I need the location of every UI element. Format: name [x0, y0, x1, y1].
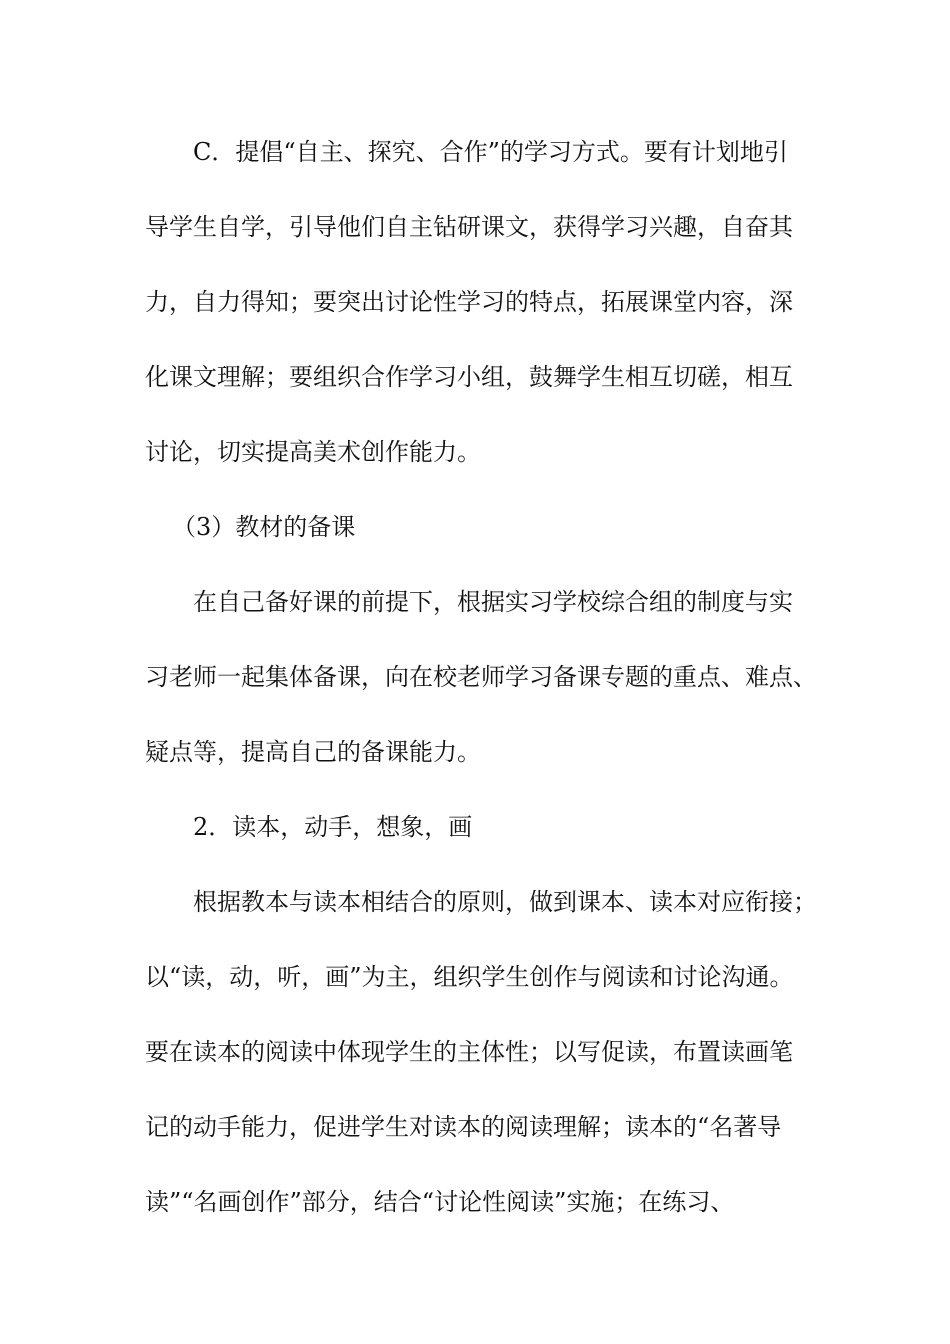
- section-heading-3: （3）教材的备课: [172, 513, 356, 541]
- paragraph-reading-line-3: 要在读本的阅读中体现学生的主体性；以写促读，布置读画笔: [145, 1038, 793, 1066]
- paragraph-prep-line-1: 在自己备好课的前提下，根据实习学校综合组的制度与实: [193, 588, 793, 616]
- section-heading-2: 2．读本，动手，想象，画: [193, 813, 473, 841]
- paragraph-c-line-1: C．提倡“自主、探究、合作”的学习方式。要有计划地引: [193, 138, 788, 166]
- paragraph-c-line-2: 导学生自学，引导他们自主钻研课文，获得学习兴趣，自奋其: [145, 213, 793, 241]
- paragraph-c-line-3: 力，自力得知；要突出讨论性学习的特点，拓展课堂内容，深: [145, 288, 793, 316]
- paragraph-prep-line-3: 疑点等，提高自己的备课能力。: [145, 738, 481, 766]
- paragraph-c-line-4: 化课文理解；要组织合作学习小组，鼓舞学生相互切磋，相互: [145, 363, 793, 391]
- paragraph-prep-line-2: 习老师一起集体备课，向在校老师学习备课专题的重点、难点、: [145, 663, 817, 691]
- paragraph-reading-line-1: 根据教本与读本相结合的原则，做到课本、读本对应衔接；: [193, 888, 817, 916]
- paragraph-reading-line-4: 记的动手能力，促进学生对读本的阅读理解；读本的“名著导: [145, 1113, 782, 1141]
- paragraph-reading-line-2: 以“读，动，听，画”为主，组织学生创作与阅读和讨论沟通。: [145, 963, 794, 991]
- paragraph-reading-line-5: 读”“名画创作”部分，结合“讨论性阅读”实施；在练习、: [145, 1188, 735, 1216]
- paragraph-c-line-5: 讨论，切实提高美术创作能力。: [145, 438, 481, 466]
